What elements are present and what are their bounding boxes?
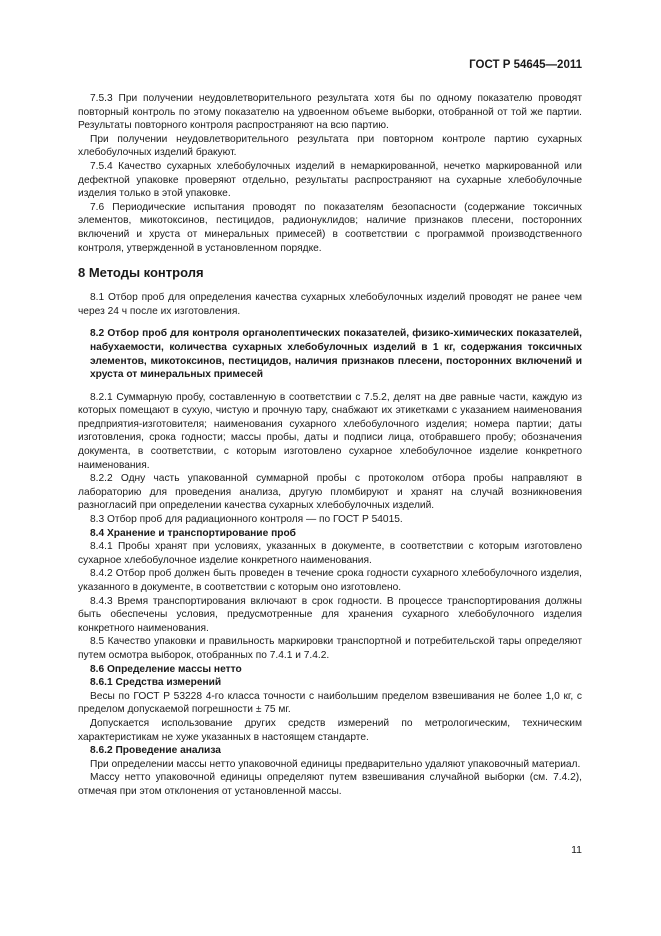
heading-8-6-2: 8.6.2 Проведение анализа (90, 745, 221, 757)
heading-8-6: 8.6 Определение массы нетто (90, 663, 242, 675)
paragraph-8-6-1-b: Допускается использование других средств измерений по метрологическим, техническим характеристикам не хуже указанных в настоящем стандарте. (78, 717, 582, 743)
paragraph-8-2-2: 8.2.2 Одну часть упакованной суммарной пробы с протоколом отбора пробы направляют в лабораторию для проведения анализа, другую пломбируют и хранят на случай возникновения разногласий при определении качества сухарных хлебобулочных изделий. (78, 473, 582, 512)
heading-8-2: 8.2 Отбор проб для контроля органолептических показателей, физико-химических показателей, набухаемости, количества сухарных хлебобулочных изделий в 1 кг, содержания токсичных элементов, микотоксинов, пестицидов, наличия признаков плесени, посторонних включений и хруста от минеральных примесей (90, 328, 582, 381)
paragraph-8-6-2-b: Массу нетто упаковочной единицы определяют путем взвешивания случайной выборки (см. 7.4.2), отмечая при этом отклонения от установленной массы. (78, 772, 582, 797)
heading-8-4: 8.4 Хранение и транспортирование проб (90, 527, 296, 539)
paragraph-8-2-1: 8.2.1 Суммарную пробу, составленную в соответствии с 7.5.2, делят на две равные части, каждую из которых помещают в сухую, чистую и прочную тару, снабжают их этикетками с указанием наименования предприятия-изготовителя; наименования сухарного хлебобулочного изделия; номера партии; даты изготовления, срока годности; массы пробы, даты и подписи лица, отобравшего пробу; обозначения документа, в соответствии, с которым изготовлено сухарное хлебобулочное изделие конкретного наименования. (78, 391, 582, 471)
paragraph-7-5-3: 7.5.3 При получении неудовлетворительного результата хотя бы по одному показателю проводят повторный контроль по этому показателю на удвоенном объеме выборки, отобранной от той же партии. Результаты повторного контроля распространяют на всю партию. (78, 93, 582, 132)
paragraph-8-1: 8.1 Отбор проб для определения качества сухарных хлебобулочных изделий проводят не ранее чем через 24 ч после их изготовления. (78, 292, 582, 317)
paragraph-7-5-3-cont: При получении неудовлетворительного результата при повторном контроле партию сухарных хлебобулочных изделий бракуют. (78, 133, 582, 159)
paragraph-8-6-2-a: При определении массы нетто упаковочной единицы предварительно удаляют упаковочный материал. (90, 758, 581, 770)
paragraph-8-3: 8.3 Отбор проб для радиационного контроля — по ГОСТ Р 54015. (90, 514, 403, 526)
heading-8-6-1: 8.6.1 Средства измерений (90, 677, 222, 689)
section-8-title: 8 Методы контроля (78, 265, 204, 281)
standard-id-header: ГОСТ Р 54645—2011 (469, 59, 582, 71)
page-number: 11 (571, 844, 582, 856)
page-body (78, 92, 582, 799)
paragraph-8-4-2: 8.4.2 Отбор проб должен быть проведен в течение срока годности сухарного хлебобулочного изделия, указанного в документе, в соответствии с которым оно изготовлено. (78, 568, 582, 593)
paragraph-8-4-3: 8.4.3 Время транспортирования включают в срок годности. В процессе транспортирования должны быть обеспечены условия, предусмотренные для хранения сухарного хлебобулочного изделия конкретного наименования. (78, 595, 582, 634)
paragraph-8-4-1: 8.4.1 Пробы хранят при условиях, указанных в документе, в соответствии с которым изготовлено сухарное хлебобулочное изделие конкретного наименования. (78, 541, 582, 566)
paragraph-8-5: 8.5 Качество упаковки и правильность маркировки транспортной и потребительской тары определяют путем осмотра выборок, отобранных по 7.4.1 и 7.4.2. (78, 636, 582, 661)
paragraph-7-5-4: 7.5.4 Качество сухарных хлебобулочных изделий в немаркированной, нечетко маркированной или дефектной упаковке проверяют отдельно, результаты распространяют на сухарные хлебобулочные изделия только в этой упаковке. (78, 160, 582, 200)
paragraph-8-6-1-a: Весы по ГОСТ Р 53228 4-го класса точности с наибольшим пределом взвешивания не более 1,0 кг, с пределом допускаемой погрешности ± 75 мг. (78, 690, 582, 716)
paragraph-7-6: 7.6 Периодические испытания проводят по показателям безопасности (содержание токсичных элементов, микотоксинов, пестицидов, радионуклидов; наличие признаков плесени, посторонних включений и хруста от минеральных примесей) в соответствии с программой производственного контроля, утвержденной в установленном порядке. (78, 201, 582, 254)
